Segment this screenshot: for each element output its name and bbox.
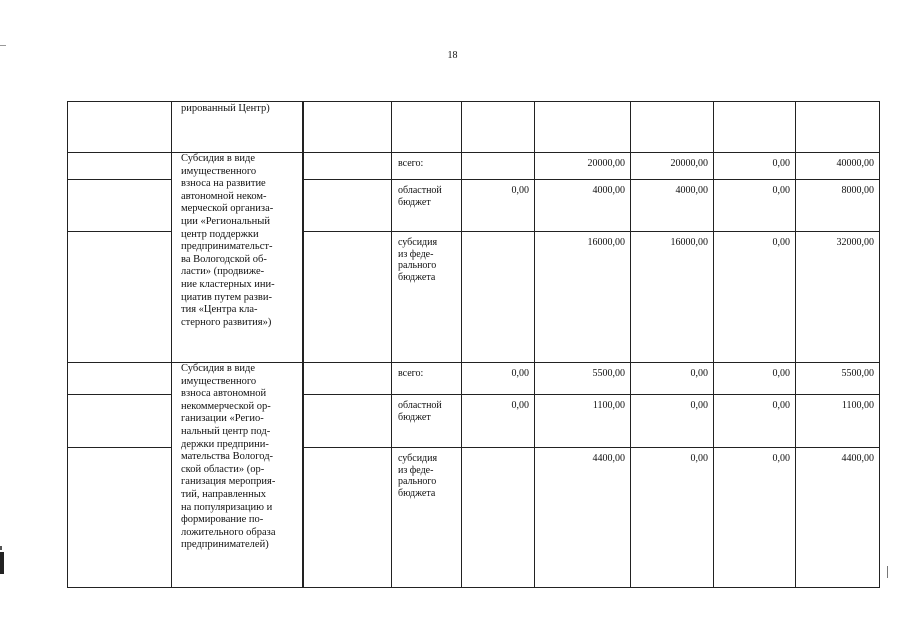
executor-cell [303,395,392,448]
description-cell: Субсидия в виде имущественного взноса на развитие автономной неком- мерческой организа- ции «Региональный центр поддержки предпринимательст- ва Вологодской об- ласти» (продвиже- ние кластерных ини- циатив путем разви- тия «Центра кла- стерного развития») [172,153,303,363]
index-cell [68,102,172,153]
value-cell: 0,00 [462,180,535,232]
value-cell [535,102,631,153]
scan-margin-mark [0,45,6,46]
executor-cell [303,180,392,232]
value-cell [462,102,535,153]
value-cell: 0,00 [631,448,714,588]
value-cell: 1100,00 [796,395,880,448]
index-cell [68,153,172,180]
table-row [68,363,880,395]
executor-cell [303,448,392,588]
value-cell: 0,00 [714,232,796,363]
table-row [68,153,880,180]
value-cell [462,232,535,363]
index-cell [68,448,172,588]
executor-cell [303,232,392,363]
scan-right-mark [887,566,888,578]
value-cell: 0,00 [462,395,535,448]
value-cell: 4400,00 [535,448,631,588]
source-cell: субсидия из феде- рального бюджета [392,448,462,588]
value-cell: 0,00 [714,363,796,395]
value-cell: 4000,00 [535,180,631,232]
source-cell: областной бюджет [392,180,462,232]
table-row [68,102,880,153]
value-cell: 0,00 [714,153,796,180]
value-cell: 0,00 [631,363,714,395]
source-cell: областной бюджет [392,395,462,448]
source-cell: всего: [392,363,462,395]
value-cell [462,153,535,180]
executor-cell [303,153,392,180]
value-cell: 4000,00 [631,180,714,232]
value-cell: 1100,00 [535,395,631,448]
value-cell: 16000,00 [535,232,631,363]
page-number: 18 [447,50,458,61]
value-cell: 16000,00 [631,232,714,363]
index-cell [68,180,172,232]
value-cell: 32000,00 [796,232,880,363]
value-cell [462,448,535,588]
value-cell: 0,00 [714,448,796,588]
executor-cell [303,102,392,153]
scan-edge-mark [0,546,2,550]
value-cell: 0,00 [714,180,796,232]
source-cell: всего: [392,153,462,180]
value-cell: 20000,00 [631,153,714,180]
value-cell [714,102,796,153]
value-cell: 4400,00 [796,448,880,588]
description-cell: рированный Центр) [172,102,303,153]
value-cell [796,102,880,153]
value-cell: 40000,00 [796,153,880,180]
budget-table [67,101,880,588]
value-cell: 20000,00 [535,153,631,180]
index-cell [68,395,172,448]
value-cell: 5500,00 [535,363,631,395]
source-cell: субсидия из феде- рального бюджета [392,232,462,363]
value-cell: 0,00 [631,395,714,448]
index-cell [68,232,172,363]
value-cell: 0,00 [462,363,535,395]
source-cell [392,102,462,153]
value-cell: 5500,00 [796,363,880,395]
value-cell [631,102,714,153]
value-cell: 0,00 [714,395,796,448]
executor-cell [303,363,392,395]
index-cell [68,363,172,395]
value-cell: 8000,00 [796,180,880,232]
description-cell: Субсидия в виде имущественного взноса автономной некоммерческой ор- ганизации «Регио- нальный центр под- держки предприни- мательства Вологод- ской области» (ор- ганизация мероприя- тий, направленных на популяризацию и формирование по- ложительного образа предпринимателей) [172,363,303,588]
scan-edge-bar [0,552,4,574]
